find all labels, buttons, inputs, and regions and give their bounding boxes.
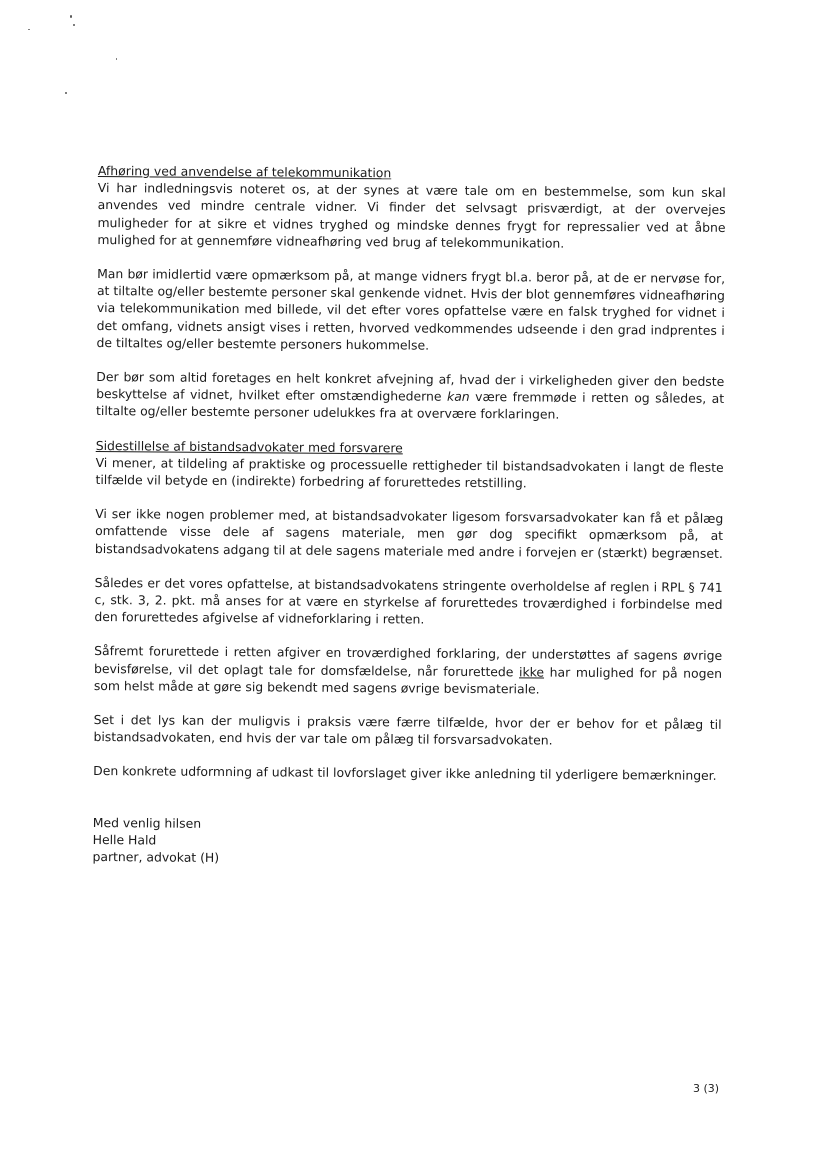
paragraph xyxy=(96,368,724,425)
paragraph-text: være fremmøde i retten og således, at tiltalte og/eller bestemte personer udelukkes fra at overvære forklaringen. xyxy=(95,389,725,423)
section-heading-telecommunication: Afhøring ved anvendelse af telekommunikation xyxy=(97,162,392,181)
scan-speck xyxy=(73,24,75,26)
underlined-text: ikke xyxy=(519,663,545,680)
scan-speck xyxy=(70,15,72,18)
paragraph-text: har mulighed for på nogen som helst måde at gøre sig bekendt med sagens øvrige bevismateriale. xyxy=(93,664,723,697)
paragraph: Den konkrete udformning af udkast til lovforslaget giver ikke anledning til yderligere bemærkninger. xyxy=(93,763,717,784)
paragraph-text: Såfremt forurettede i retten afgiver en troværdighed forklaring, der understøttes af sagens øvrige bevisførelse, vil det oplagt tale for domsfældelse, når forurettede xyxy=(93,643,723,679)
closing-greeting: Med venlig hilsen xyxy=(92,814,202,831)
paragraph xyxy=(94,642,722,699)
scan-speck xyxy=(116,58,117,60)
scan-speck xyxy=(65,92,67,94)
signer-name: Helle Hald xyxy=(92,831,157,848)
paragraph: Vi ser ikke nogen problemer med, at bistandsadvokater ligesom forsvarsadvokater kan få et pålæg omfattende visse dele af sagens materiale, men gør dog specifikt opmærksom på, at bistandsadvokatens adgang til at dele sagens materiale med andre i forvejen er (stærkt) begrænset. xyxy=(94,506,724,561)
paragraph: Således er det vores opfattelse, at bistandsadvokatens stringente overholdelse af reglen i RPL § 741 c, stk. 3, 2. pkt. må anses for at være en styrkelse af forurettedes troværdighed i forbindelse med den forurettedes afgivelse af vidneforklaring i retten. xyxy=(94,574,723,627)
scan-speck xyxy=(28,29,30,30)
signer-title: partner, advokat (H) xyxy=(92,849,220,866)
emphasis-text: kan xyxy=(447,388,470,405)
letter-body xyxy=(92,162,726,870)
section-heading-victim-counsel: Sidestillelse af bistandsadvokater med forsvarere xyxy=(95,437,403,456)
signature-block xyxy=(92,814,720,871)
paragraph: Man bør imidlertid være opmærksom på, at mange vidners frygt bl.a. beror på, at de er nervøse for, at tiltalte og/eller bestemte personer skal genkende vidnet. Hvis der blot gennemføres vidneafhøring via telekommunikation med billede, vil det efter vores opfattelse være en falsk tryghed for vidnet i det omfang, vidnets ansigt vises i retten, hvorved vedkommendes udseende i den grad indprentes i de tiltaltes og/eller bestemte personers hukommelse. xyxy=(96,266,726,353)
paragraph: Vi mener, at tildeling af praktiske og processuelle rettigheder til bistandsadvokaten i langt de fleste tilfælde vil betyde en (indirekte) forbedring af forurettedes retstilling. xyxy=(95,454,724,491)
page-number: 3 (3) xyxy=(693,1082,720,1095)
paragraph: Vi har indledningsvis noteret os, at der synes at være tale om en bestemmelse, som kun skal anvendes ved mindre centrale vidner. Vi finder det selvsagt prisværdigt, at der overvejes muligheder for at sikre et vidnes tryghed og mindske dennes frygt for repressalier ved at åbne mulighed for at gennemføre vidneafhøring ved brug af telekommunikation. xyxy=(97,180,726,251)
paragraph-text: Der bør som altid foretages en helt konkret afvejning af, hvad der i virkeligheden giver den bedste beskyttelse af vidnet, hvilket efter omstændighederne xyxy=(96,369,725,404)
paragraph: Set i det lys kan der muligvis i praksis være færre tilfælde, hvor der er behov for et pålæg til bistandsadvokaten, end hvis der var tale om pålæg til forsvarsadvokaten. xyxy=(93,712,722,748)
